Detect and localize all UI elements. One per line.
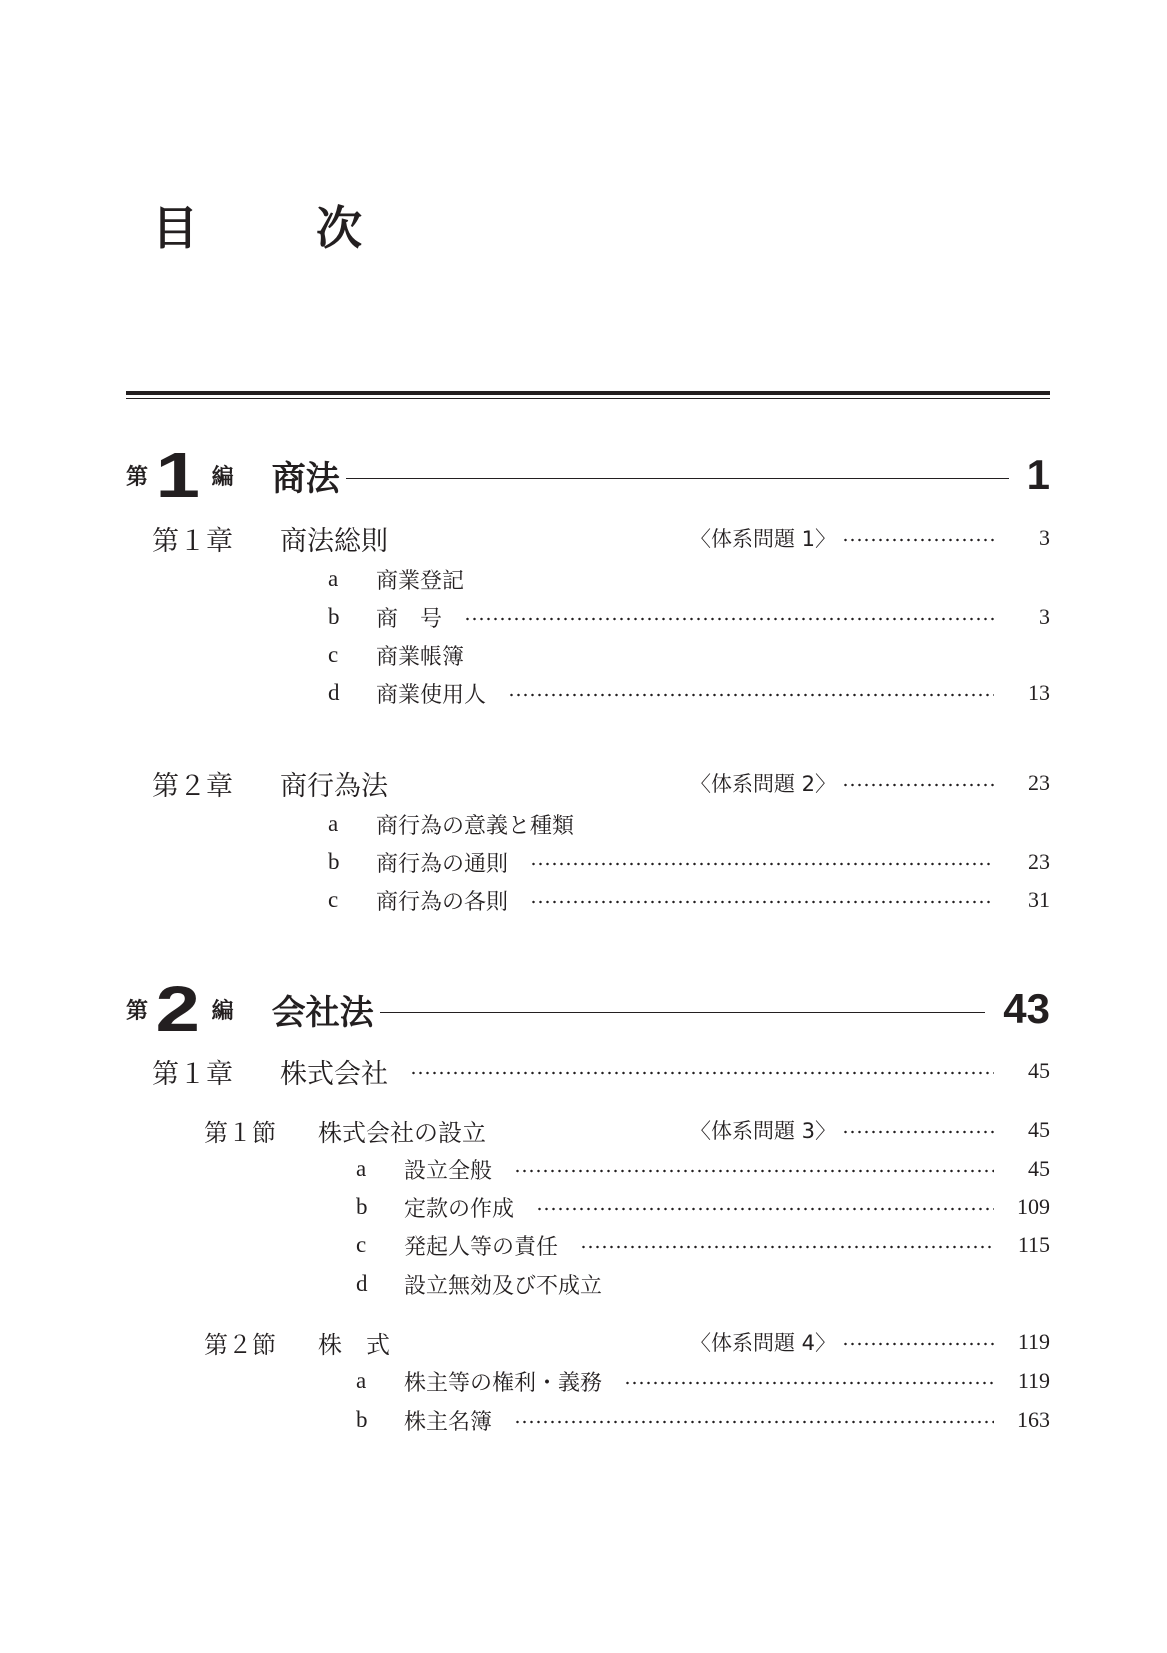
part-title: 会社法 [271,992,374,1033]
item-text: 発起人等の責任 [404,1234,559,1260]
item-text: 設立無効及び不成立 [404,1273,603,1299]
page-number: 45 [1028,1058,1050,1083]
part-1-header[interactable] [126,439,1050,511]
section-2-1-2[interactable] [126,1322,1050,1362]
toc-item[interactable] [126,1227,1050,1263]
toc-item[interactable] [126,1151,1050,1187]
part-rule [346,478,1009,479]
page-number: 3 [1039,525,1050,550]
dot-leader [842,783,994,787]
exercise-ref: 〈体系問題 1〉 [689,527,836,551]
chapter-label: 第２章 [152,770,233,802]
dot-leader [580,1245,994,1249]
part-2-header[interactable] [126,973,1050,1045]
toc-item[interactable] [126,599,1050,635]
item-text: 商行為の各則 [376,889,509,915]
part-title: 商法 [271,458,340,499]
item-letter: c [356,1232,367,1257]
section-title: 株 式 [318,1330,390,1359]
toc-item[interactable] [126,561,1050,597]
page-number: 13 [1028,680,1050,705]
toc-item[interactable] [126,1266,1050,1302]
dot-leader [410,1071,994,1075]
page-title: 目 次 [152,201,398,255]
item-letter: a [328,811,339,836]
chapter-1-1[interactable] [126,518,1050,558]
item-text: 商 号 [376,606,443,632]
item-letter: a [356,1156,367,1181]
part-suffix: 編 [211,998,234,1024]
toc-item[interactable] [126,1363,1050,1399]
part-prefix: 第 [126,998,149,1024]
item-letter: d [328,680,340,705]
page-number: 23 [1028,770,1050,795]
chapter-label: 第１章 [152,1058,233,1090]
item-text: 商行為の通則 [376,851,509,877]
item-letter: b [328,604,340,629]
item-text: 株主名簿 [404,1409,493,1435]
item-letter: c [328,887,339,912]
toc-item[interactable] [126,1189,1050,1225]
chapter-title: 商法総則 [280,525,388,557]
dot-leader [624,1381,994,1385]
item-letter: b [328,849,340,874]
title-rule-thick [126,391,1050,395]
dot-leader [508,693,994,697]
item-text: 商業帳簿 [376,644,465,670]
item-letter: b [356,1407,368,1432]
item-letter: b [356,1194,368,1219]
dot-leader [514,1169,994,1173]
section-title: 株式会社の設立 [318,1118,486,1147]
part-page-number: 43 [1003,985,1050,1032]
dot-leader [514,1420,994,1424]
dot-leader [842,1342,994,1346]
item-text: 株主等の権利・義務 [404,1370,603,1396]
dot-leader [842,1130,994,1134]
page-number: 115 [1017,1232,1050,1257]
dot-leader [530,900,994,904]
item-letter: c [328,642,339,667]
toc-item[interactable] [126,637,1050,673]
dot-leader [536,1207,994,1211]
part-number: 1 [155,439,201,511]
item-text: 設立全般 [404,1158,493,1184]
page-number: 109 [1017,1194,1050,1219]
toc-item[interactable] [126,844,1050,880]
page-number: 119 [1017,1368,1050,1393]
page-number: 163 [1017,1407,1050,1432]
item-letter: d [356,1271,368,1296]
exercise-ref: 〈体系問題 4〉 [689,1331,836,1355]
exercise-ref: 〈体系問題 2〉 [689,772,836,796]
toc-item[interactable] [126,675,1050,711]
dot-leader [842,538,994,542]
section-2-1-1[interactable] [126,1110,1050,1150]
chapter-title: 株式会社 [280,1058,388,1090]
part-number: 2 [155,973,201,1045]
toc-item[interactable] [126,1402,1050,1438]
part-page-number: 1 [1026,451,1050,498]
exercise-ref: 〈体系問題 3〉 [689,1119,836,1143]
chapter-1-2[interactable] [126,763,1050,803]
item-letter: a [328,566,339,591]
item-text: 商業使用人 [376,682,487,708]
title-rule-thin [126,398,1050,399]
dot-leader [530,862,994,866]
chapter-label: 第１章 [152,525,233,557]
item-letter: a [356,1368,367,1393]
part-prefix: 第 [126,464,149,490]
dot-leader [464,617,994,621]
item-text: 商行為の意義と種類 [376,813,575,839]
toc-item[interactable] [126,806,1050,842]
part-suffix: 編 [211,464,234,490]
page-number: 3 [1039,604,1050,629]
section-label: 第１節 [204,1118,276,1147]
page-number: 119 [1017,1329,1050,1354]
page-number: 45 [1028,1156,1050,1181]
chapter-title: 商行為法 [280,770,388,802]
item-text: 商業登記 [376,568,465,594]
toc-item[interactable] [126,882,1050,918]
section-label: 第２節 [204,1330,276,1359]
page-number: 31 [1028,887,1050,912]
page-number: 23 [1028,849,1050,874]
chapter-2-1[interactable] [126,1051,1050,1091]
part-rule [380,1012,986,1013]
page-number: 45 [1028,1117,1050,1142]
item-text: 定款の作成 [404,1196,515,1222]
